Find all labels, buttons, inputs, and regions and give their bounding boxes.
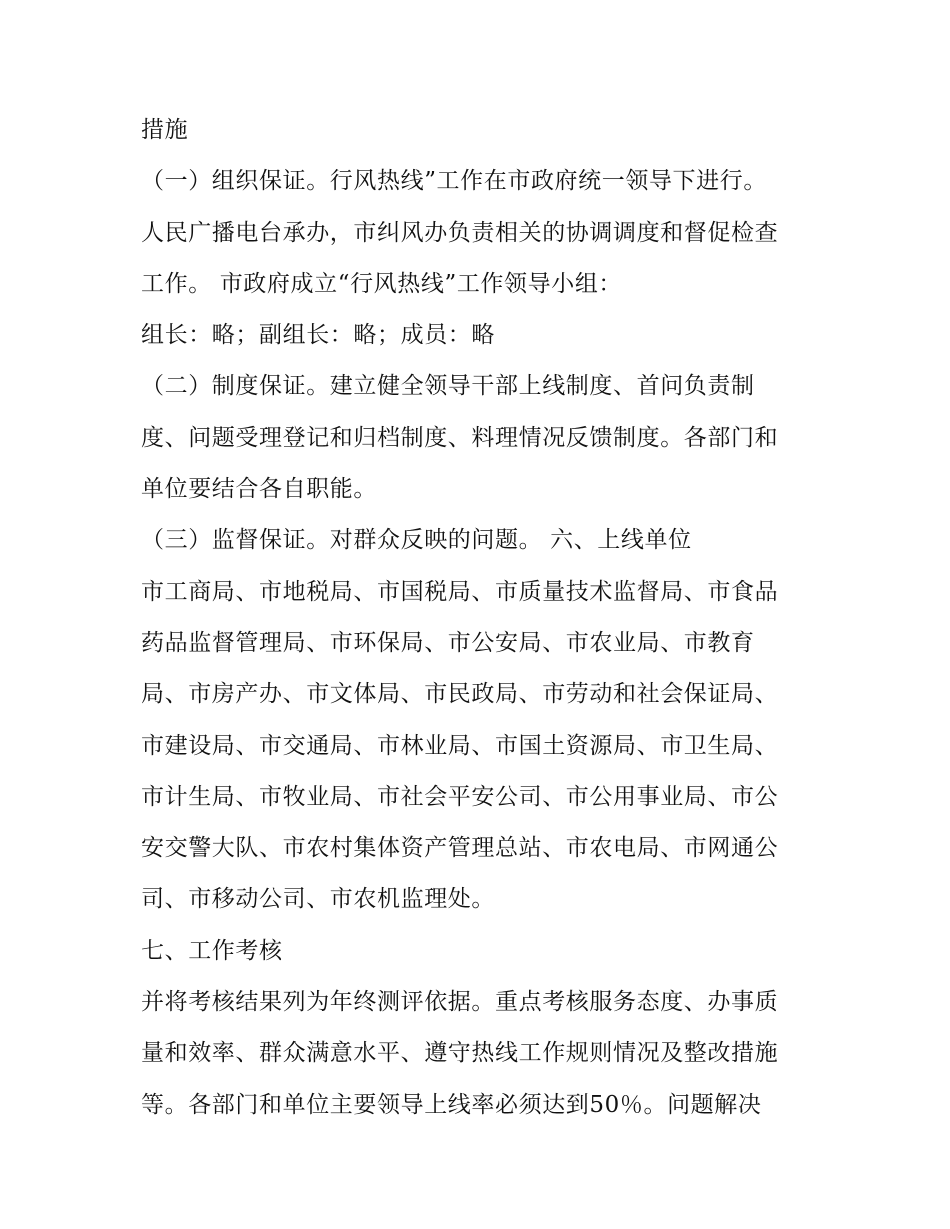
text-line: （一）组织保证。行风热线”工作在市政府统一领导下进行。 xyxy=(141,168,767,195)
text-line: （三）监督保证。对群众反映的问题。 六、上线单位 xyxy=(141,527,692,554)
text-line: 工作。 市政府成立“行风热线”工作领导小组： xyxy=(141,270,623,297)
text-line: 单位要结合各自职能。 xyxy=(141,476,377,503)
text-line: 市工商局、市地税局、市国税局、市质量技术监督局、市食品 xyxy=(141,578,779,605)
text-line-heading-measures: 措施 xyxy=(141,117,189,143)
text-line: 市计生局、市牧业局、市社会平安公司、市公用事业局、市公 xyxy=(141,783,779,810)
text-line: 组长：略；副组长：略；成员：略 xyxy=(141,322,495,349)
text-line: 局、市房产办、市文体局、市民政局、市劳动和社会保证局、 xyxy=(141,681,779,708)
text-line: （二）制度保证。建立健全领导干部上线制度、首问负责制 xyxy=(141,373,755,400)
text-line: 安交警大队、市农村集体资产管理总站、市农电局、市网通公 xyxy=(141,835,779,862)
text-line: 并将考核结果列为年终测评依据。重点考核服务态度、办事质 xyxy=(141,989,779,1016)
text-line: 人民广播电台承办，市纠风办负责相关的协调调度和督促检查 xyxy=(141,219,779,246)
text-line: 等。各部门和单位主要领导上线率必须达到50％。问题解决 xyxy=(141,1091,762,1118)
text-line: 量和效率、群众满意水平、遵守热线工作规则情况及整改措施 xyxy=(141,1040,779,1067)
document-body xyxy=(141,105,821,1131)
text-line: 司、市移动公司、市农机监理处。 xyxy=(141,886,495,913)
text-line-heading-work-assessment: 七、工作考核 xyxy=(141,937,283,964)
text-line: 度、问题受理登记和归档制度、料理情况反馈制度。各部门和 xyxy=(141,424,779,451)
text-line: 市建设局、市交通局、市林业局、市国土资源局、市卫生局、 xyxy=(141,732,779,759)
text-line: 药品监督管理局、市环保局、市公安局、市农业局、市教育 xyxy=(141,629,755,656)
